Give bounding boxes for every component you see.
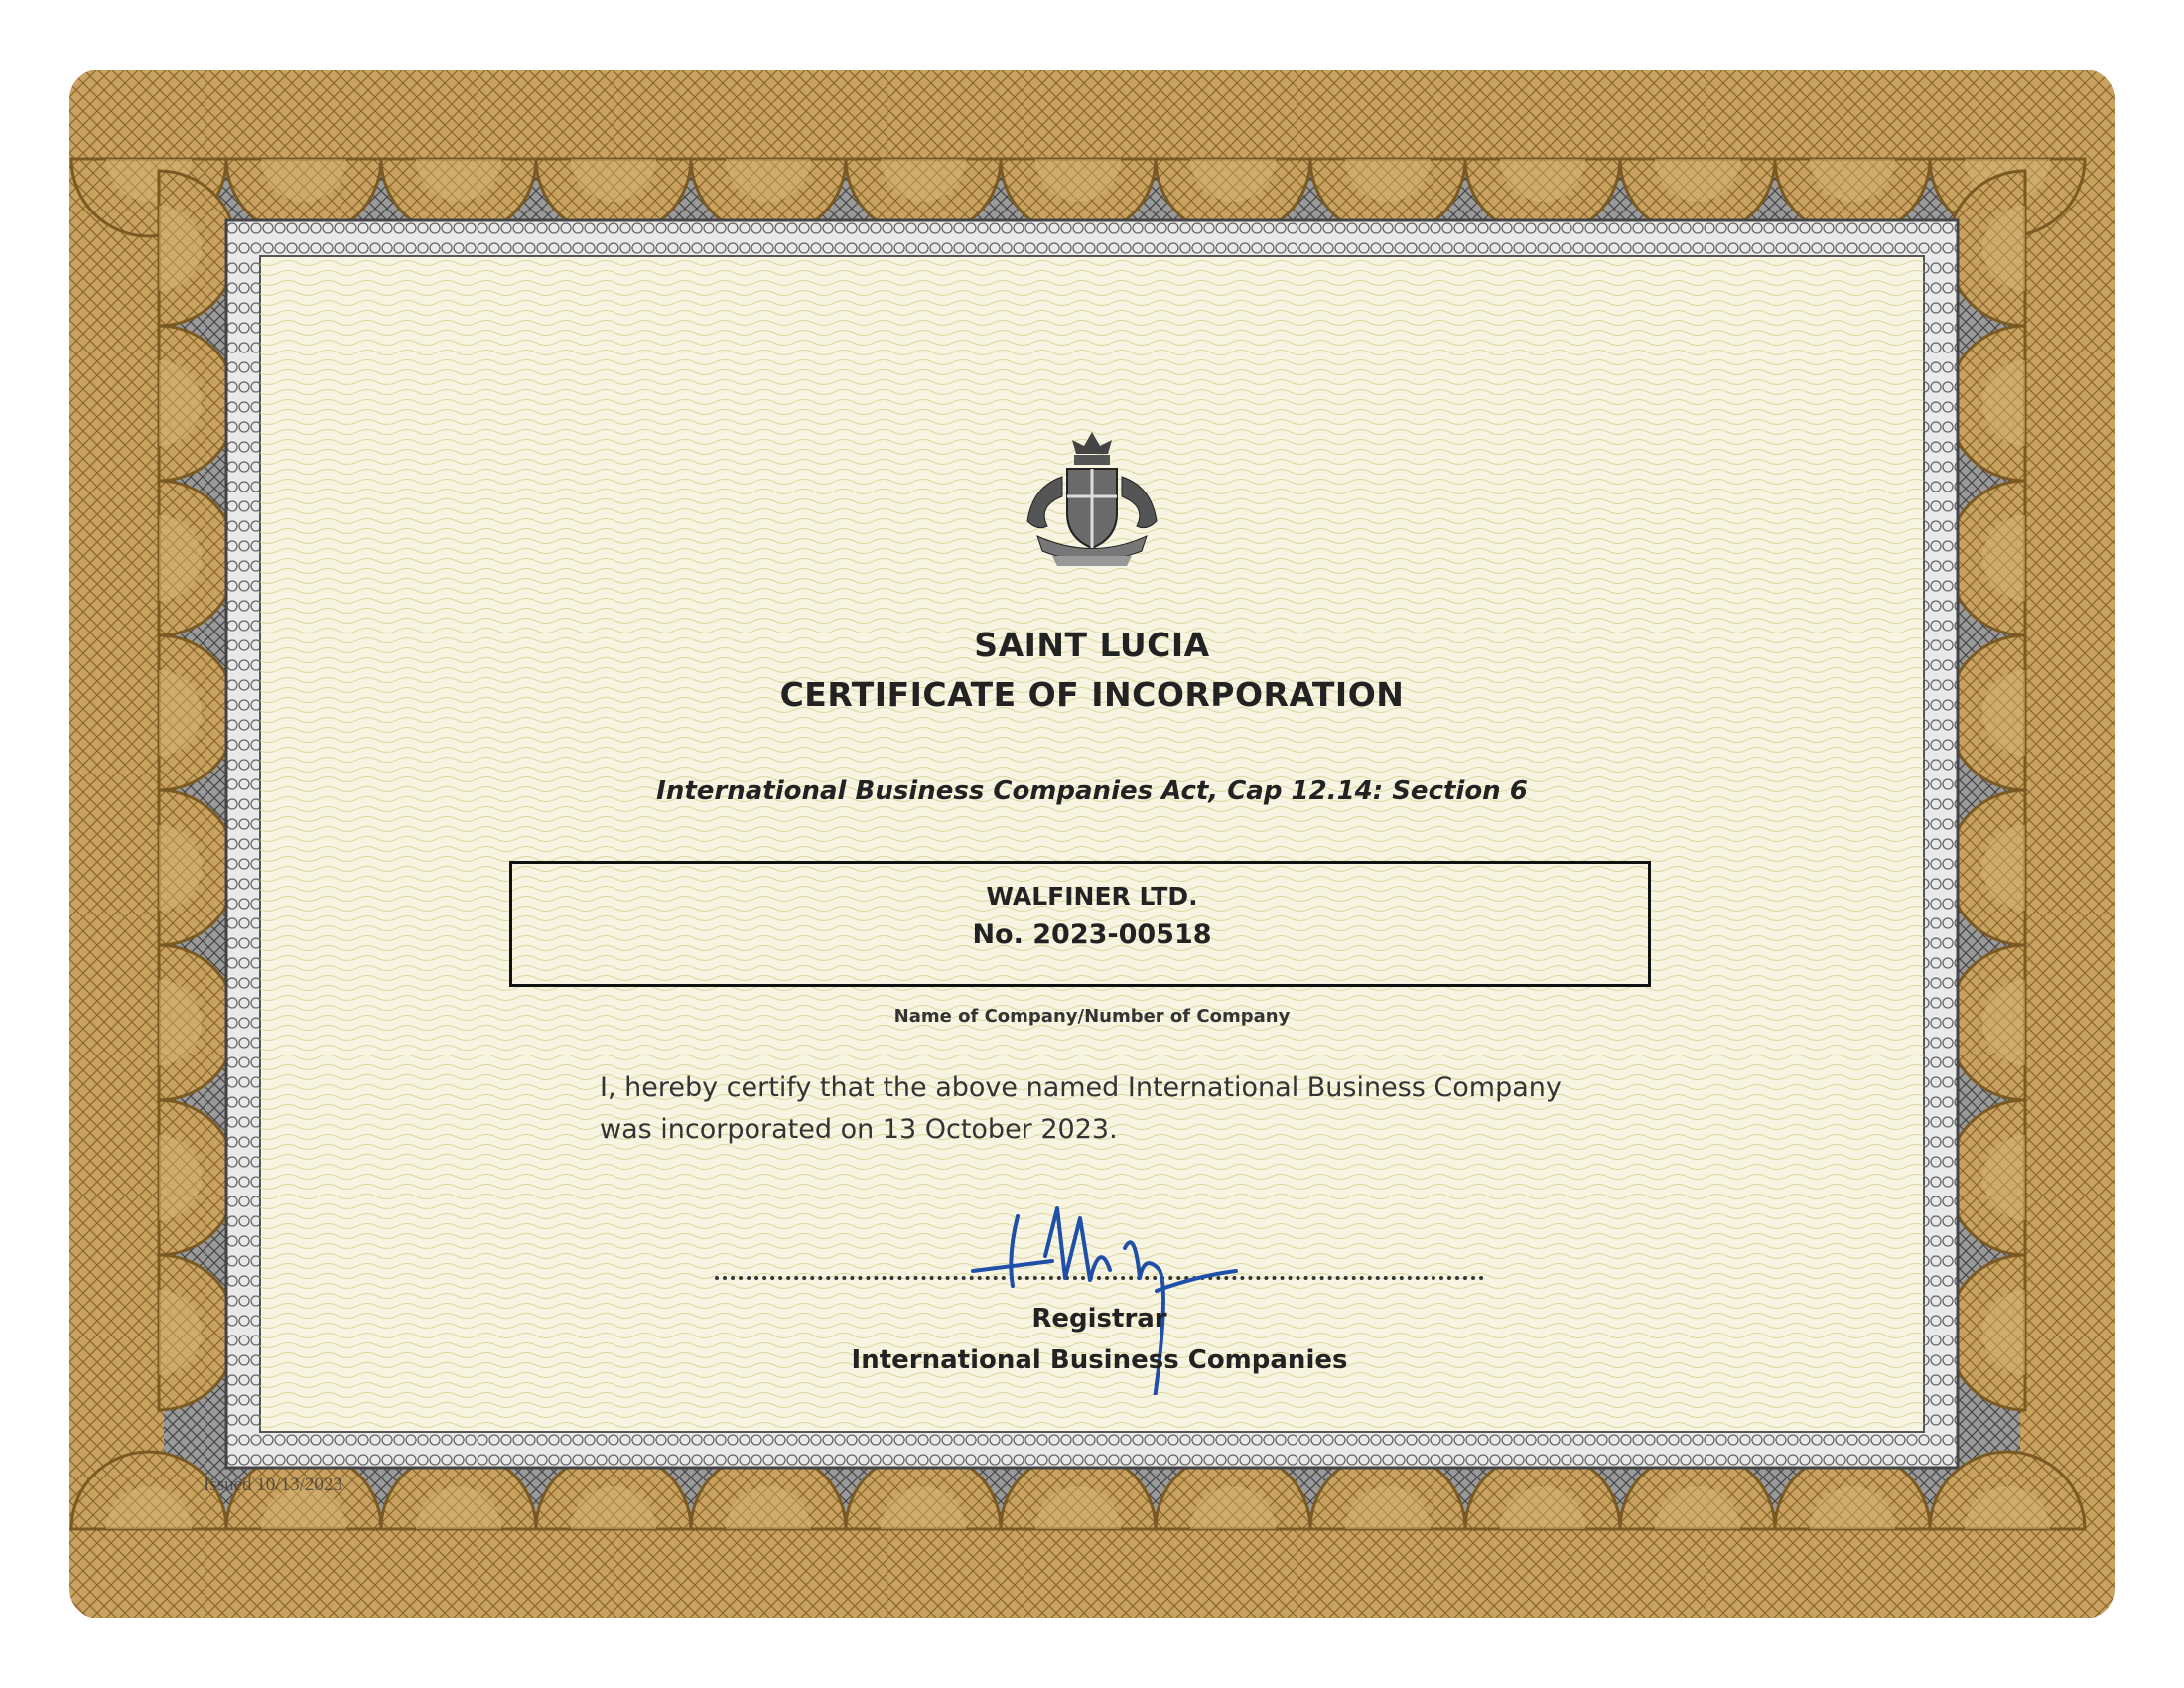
certification-line-2: was incorporated on 13 October 2023. xyxy=(600,1114,1118,1145)
company-number: No. 2023-00518 xyxy=(972,919,1212,950)
registrar-title: Registrar xyxy=(1031,1304,1167,1334)
certification-statement xyxy=(600,1067,1692,1151)
issued-stamp: Issued 10/13/2023 xyxy=(204,1475,342,1495)
act-reference: International Business Companies Act, Cap 12.14: Section 6 xyxy=(656,776,1528,806)
certificate-title: CERTIFICATE OF INCORPORATION xyxy=(779,675,1405,714)
company-name: WALFINER LTD. xyxy=(986,882,1198,911)
country-heading: SAINT LUCIA xyxy=(974,626,1210,664)
saint-lucia-coat-of-arms-icon xyxy=(1013,427,1171,581)
company-caption: Name of Company/Number of Company xyxy=(893,1006,1291,1027)
certification-line-1: I, hereby certify that the above named International Business Company xyxy=(600,1072,1562,1103)
registrar-office: International Business Companies xyxy=(851,1345,1348,1375)
